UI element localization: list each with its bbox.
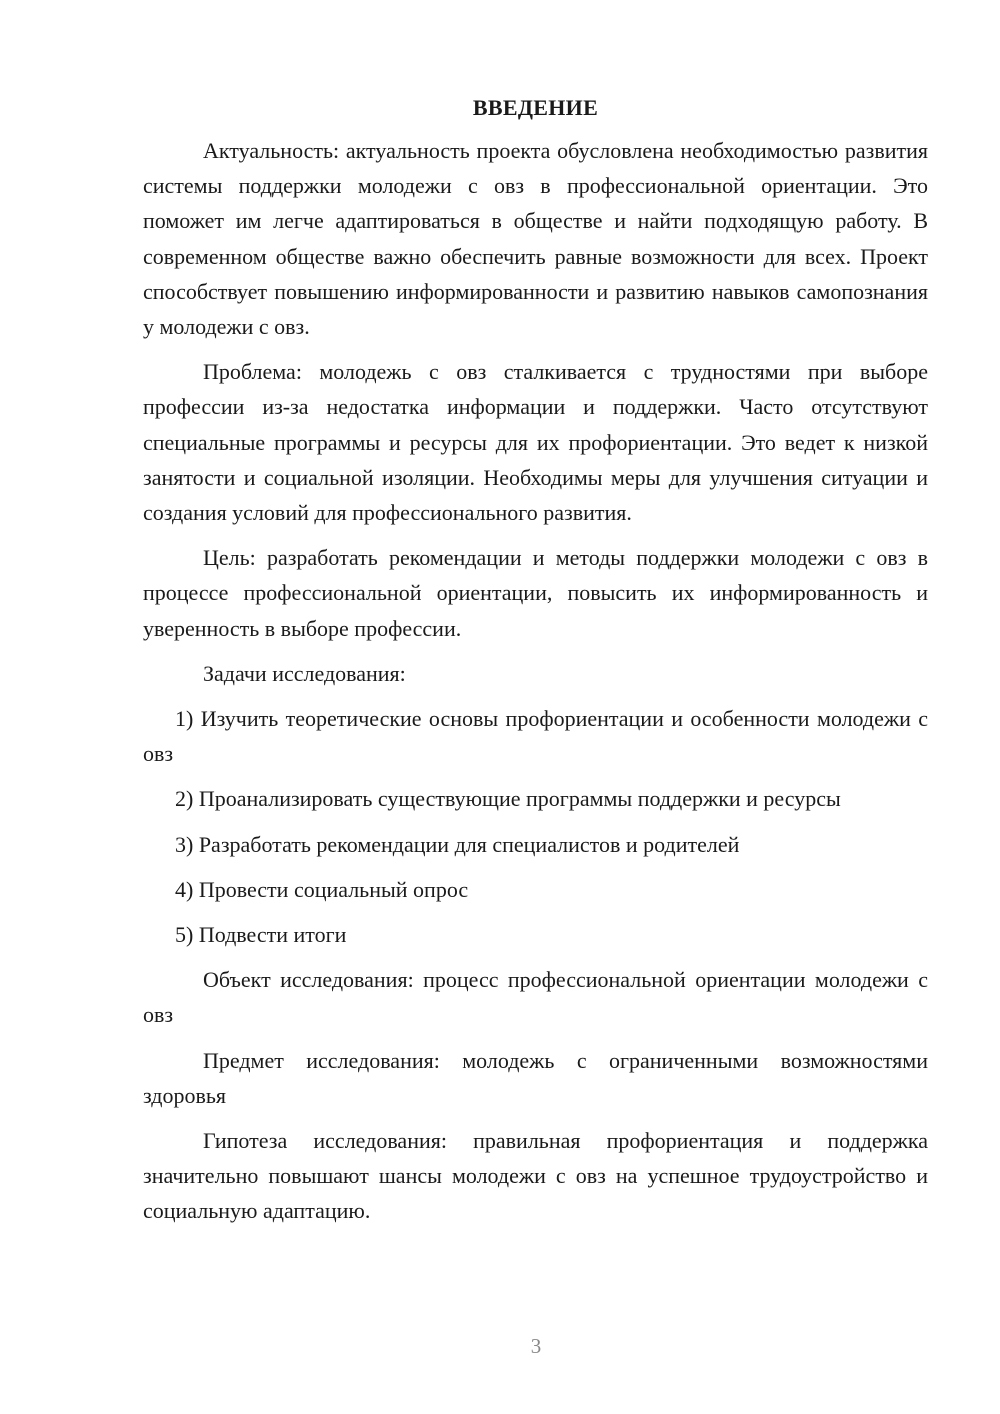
tasks-title: Задачи исследования: bbox=[203, 660, 406, 686]
document-page bbox=[143, 90, 928, 1239]
task-item-3: 3) Разработать рекомендации для специалистов и родителей bbox=[175, 831, 740, 857]
relevance-paragraph: Актуальность: актуальность проекта обусловлена необходимостью развития системы поддержки молодежи с овз в профессиональной ориентации. Это поможет им легче адаптироваться в обществе и найти подходящую работу. В современном обществе важно обеспечить равные возможности для всех. Проект способствует повышению информированности и развитию навыков самопознания у молодежи с овз. bbox=[143, 138, 928, 340]
task-item-5: 5) Подвести итоги bbox=[175, 922, 347, 948]
section-heading: ВВЕДЕНИЕ bbox=[472, 95, 599, 120]
subject-paragraph: Предмет исследования: молодежь с ограниченными возможностями здоровья bbox=[143, 1047, 928, 1108]
problem-paragraph: Проблема: молодежь с овз сталкивается с трудностями при выборе профессии из-за недостатка информации и поддержки. Часто отсутствуют специальные программы и ресурсы для их профориентации. Это ведет к низкой занятости и социальной изоляции. Необходимы меры для улучшения ситуации и создания условий для профессионального развития. bbox=[143, 359, 928, 526]
task-item-1: 1) Изучить теоретические основы профориентации и особенности молодежи с овз bbox=[143, 706, 928, 767]
goal-paragraph: Цель: разработать рекомендации и методы поддержки молодежи с овз в процессе профессиональной ориентации, повысить их информированность и уверенность в выборе профессии. bbox=[143, 545, 928, 641]
task-item-4: 4) Провести социальный опрос bbox=[175, 876, 469, 902]
page-number: 3 bbox=[530, 1334, 542, 1358]
object-paragraph: Объект исследования: процесс профессиональной ориентации молодежи с овз bbox=[143, 967, 928, 1028]
task-item-2: 2) Проанализировать существующие программы поддержки и ресурсы bbox=[175, 786, 841, 812]
hypothesis-paragraph: Гипотеза исследования: правильная профориентация и поддержка значительно повышают шансы молодежи с овз на успешное трудоустройство и социальную адаптацию. bbox=[143, 1128, 928, 1224]
